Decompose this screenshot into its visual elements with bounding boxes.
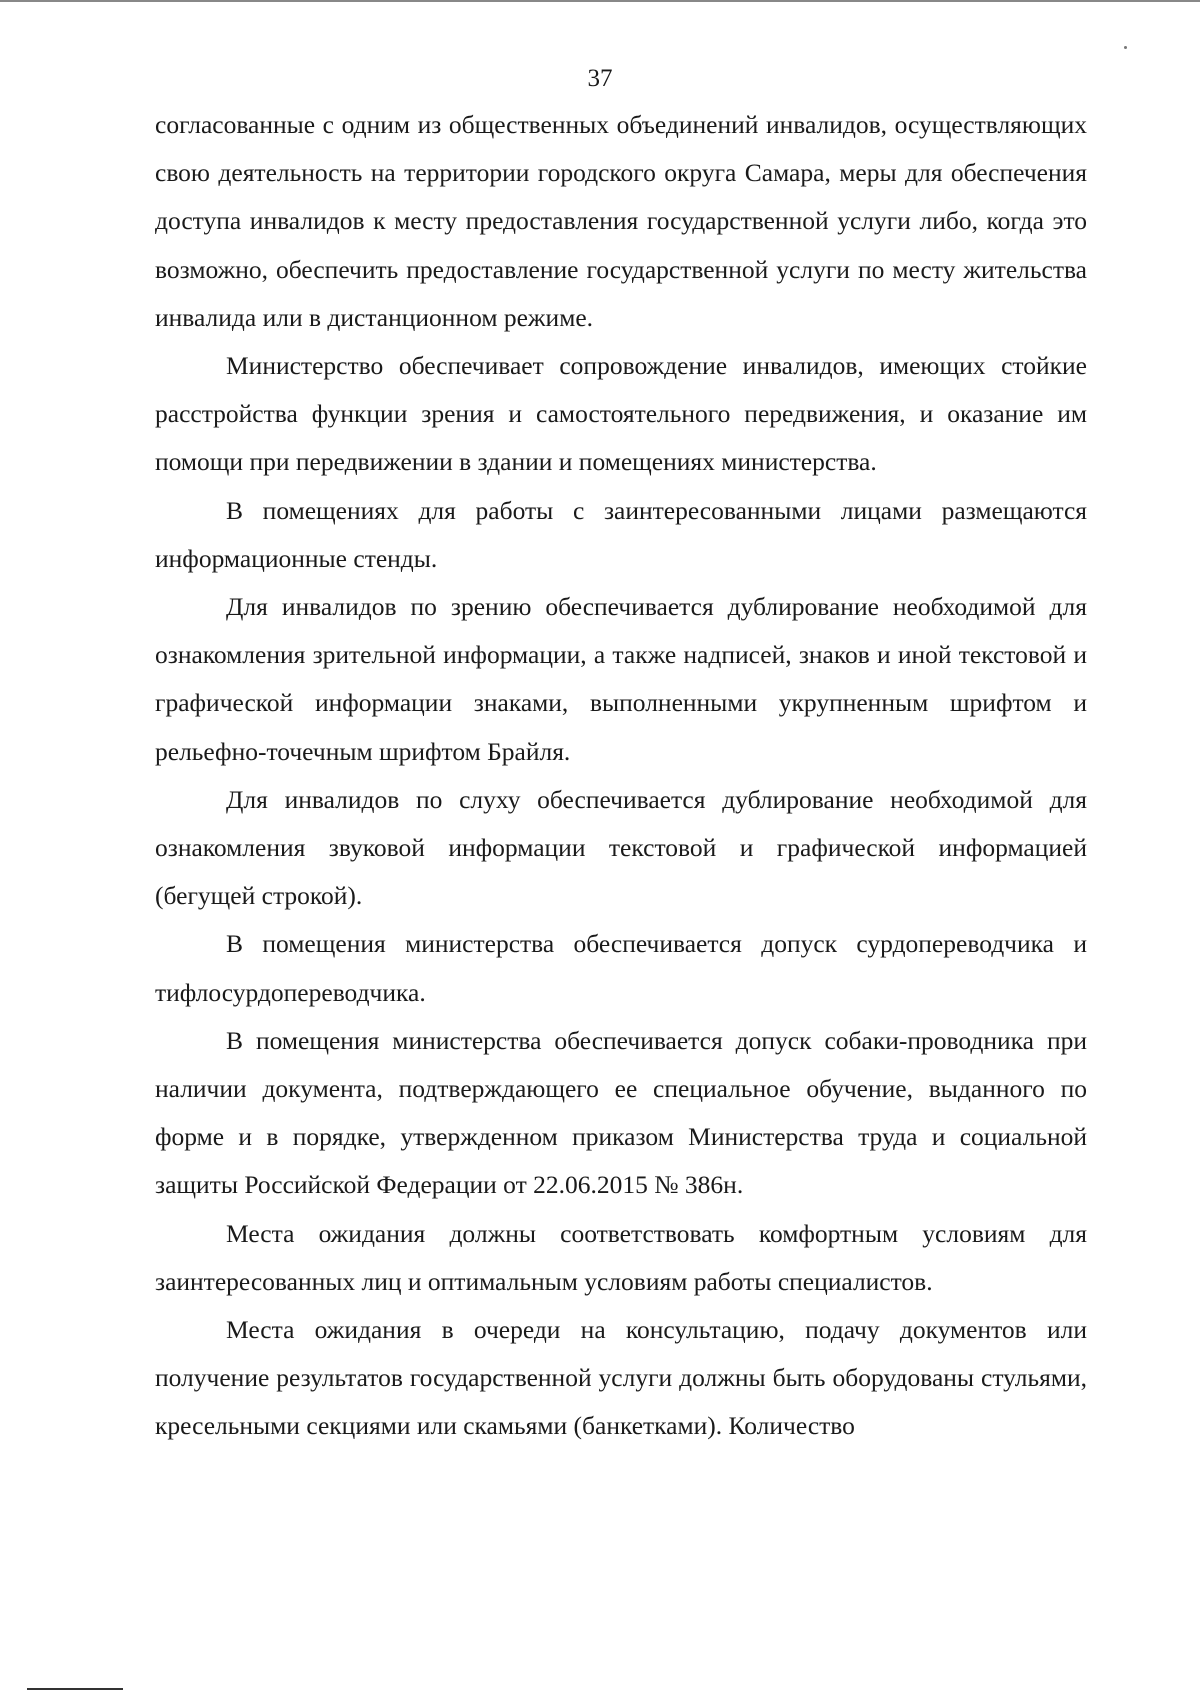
document-body (155, 101, 1087, 1451)
paragraph-hearing-impaired: Для инвалидов по слуху обеспечивается дублирование необходимой для ознакомления звуковой информации текстовой и графической информацией (бегущей строкой). (155, 784, 1087, 911)
scan-speck (1124, 46, 1127, 49)
page-number: 37 (587, 65, 613, 92)
paragraph-vision-impaired: Для инвалидов по зрению обеспечивается дублирование необходимой для ознакомления зрительной информации, а также надписей, знаков и иной текстовой и графической информации знаками, выполненными укрупненным шрифтом и рельефно-точечным шрифтом Брайля. (155, 592, 1087, 766)
paragraph-interpreter: В помещения министерства обеспечивается допуск сурдопереводчика и тифлосурдопереводчика. (155, 929, 1087, 1007)
footer-rule (27, 1688, 123, 1690)
paragraph-guide-dog: В помещения министерства обеспечивается допуск собаки-проводника при наличии документа, подтверждающего ее специальное обучение, выданного по форме и в порядке, утвержденном приказом Министерства труда и социальной защиты Российской Федерации от 22.06.2015 № 386н. (155, 1025, 1087, 1200)
paragraph-continued: согласованные с одним из общественных объединений инвалидов, осуществляющих свою деятельность на территории городского округа Самара, меры для обеспечения доступа инвалидов к месту предоставления государственной услуги либо, когда это возможно, обеспечить предоставление государственной услуги по месту жительства инвалида или в дистанционном режиме. (155, 110, 1087, 332)
paragraph-escort: Министерство обеспечивает сопровождение инвалидов, имеющих стойкие расстройства функции зрения и самостоятельного передвижения, и оказание им помощи при передвижении в здании и помещениях министерства. (155, 351, 1087, 477)
scan-top-edge (0, 0, 1200, 2)
paragraph-waiting-comfort: Места ожидания должны соответствовать комфортным условиям для заинтересованных лиц и оптимальным условиям работы специалистов. (155, 1218, 1087, 1296)
paragraph-info-stands: В помещениях для работы с заинтересованными лицами размещаются информационные стенды. (155, 495, 1087, 573)
paragraph-waiting-seating: Места ожидания в очереди на консультацию, подачу документов или получение результатов государственной услуги должны быть оборудованы стульями, кресельными секциями или скамьями (банкетками). Количество (155, 1315, 1087, 1441)
